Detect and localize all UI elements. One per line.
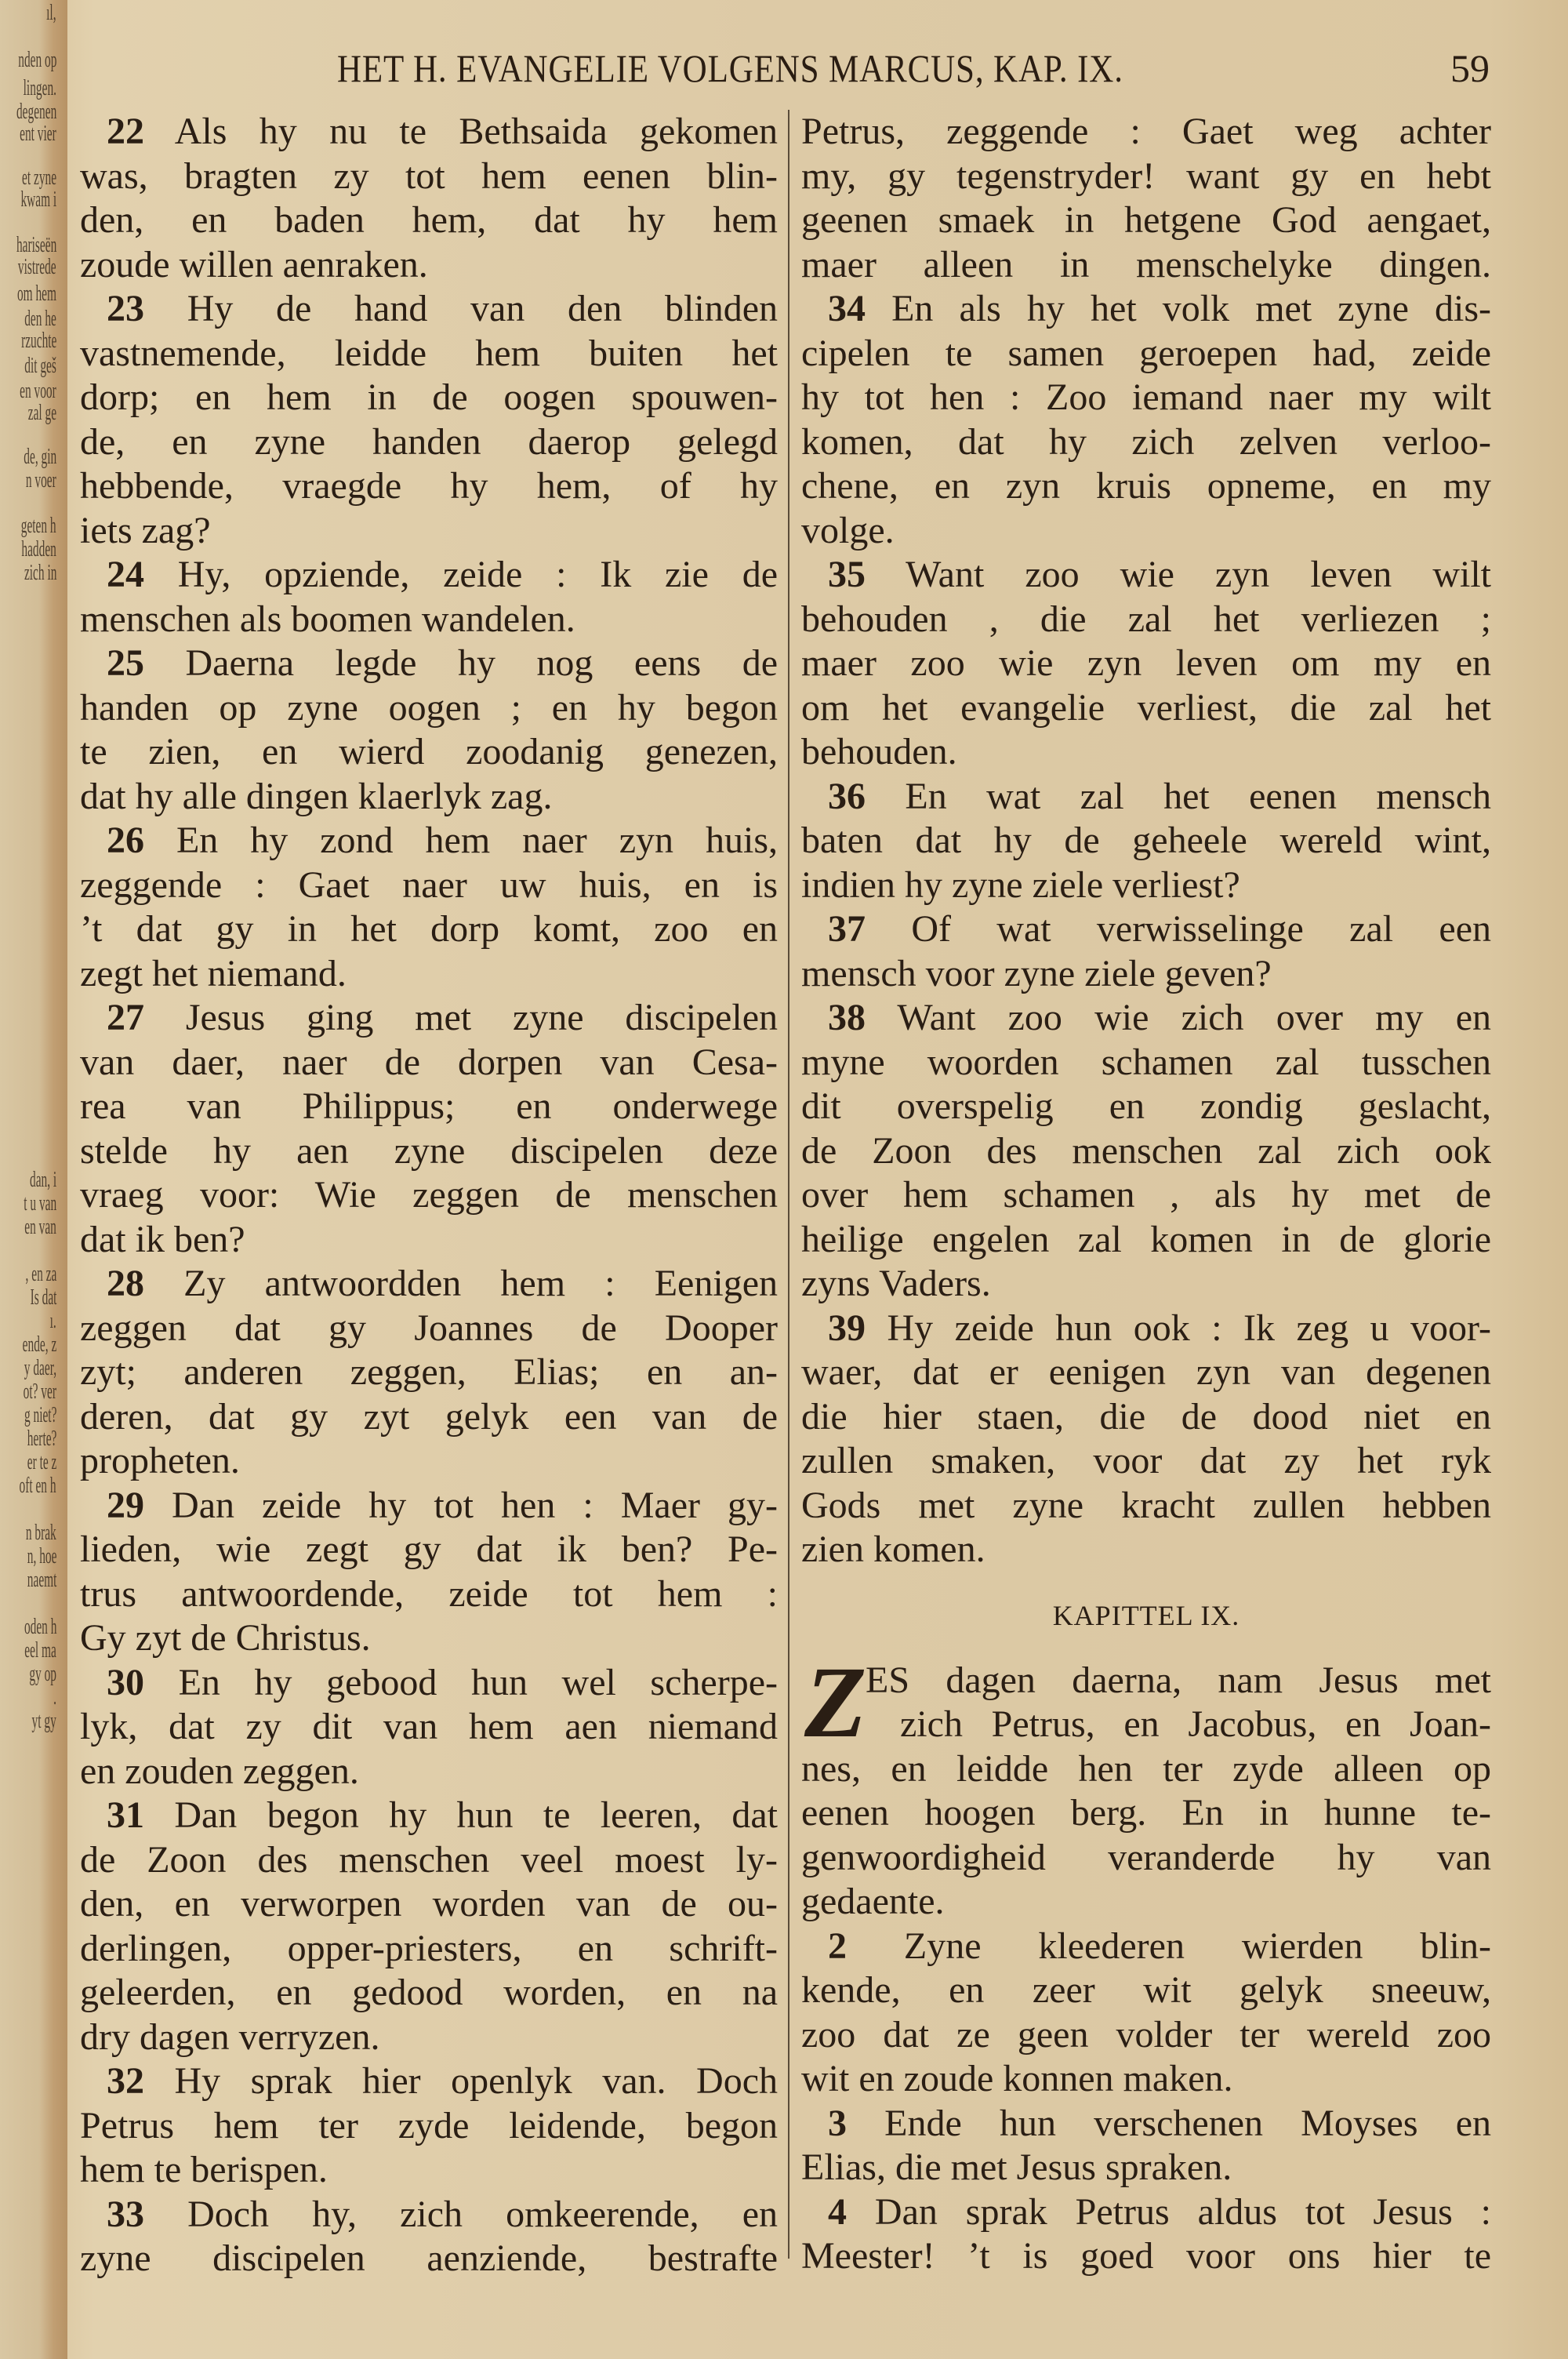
- line-text: vraeg voor: Wie zeggen de menschen: [80, 1174, 778, 1216]
- text-line: [80, 332, 778, 376]
- line-text: lieden, wie zegt gy dat ik ben? Pe-: [80, 1528, 778, 1570]
- facing-page-fragment: er te z: [27, 1450, 56, 1474]
- facing-page-fragment: hariseën: [16, 233, 56, 257]
- text-line: [80, 1572, 778, 1617]
- line-text: en zouden zeggen.: [80, 1750, 359, 1792]
- verse-start-line: [80, 553, 778, 598]
- page-number: 59: [1450, 46, 1490, 90]
- facing-page-fragment: zal ge: [27, 401, 56, 425]
- facing-page-fragment: n, hoe: [27, 1544, 56, 1568]
- verse-start-line: [80, 819, 778, 863]
- line-text: lyk, dat zy dit van hem aen niemand: [80, 1706, 778, 1747]
- line-text: behouden , die zal het verliezen ;: [801, 598, 1491, 640]
- text-line: [80, 1395, 778, 1440]
- text-line: [801, 1968, 1491, 2013]
- line-text: Dan zeide hy tot hen : Maer gy-: [144, 1484, 778, 1526]
- text-line: [80, 1750, 778, 1794]
- line-text: hem te berispen.: [80, 2149, 328, 2190]
- verse-start-line: [80, 1484, 778, 1528]
- text-line: [801, 1173, 1491, 1218]
- verse-number: 29: [107, 1484, 144, 1526]
- line-text: zyne discipelen aenziende, bestrafte: [80, 2237, 778, 2279]
- text-line: [801, 2234, 1491, 2279]
- line-text: behouden.: [801, 731, 957, 772]
- text-line: [801, 2013, 1491, 2058]
- facing-page-fragment: yt gy: [31, 1709, 56, 1733]
- verse-start-line: [80, 2193, 778, 2237]
- text-line: [801, 598, 1491, 642]
- facing-page-fragment: et zyne: [21, 165, 56, 190]
- line-text: cipelen te samen geroepen had, zeide: [801, 332, 1491, 374]
- verse-start-line: [801, 1307, 1491, 1351]
- running-title: HET H. EVANGELIE VOLGENS MARCUS, KAP. IX.: [337, 46, 1123, 90]
- facing-page-fragment: hadden: [21, 537, 56, 562]
- text-line: [80, 1129, 778, 1174]
- verse-start-line: [80, 287, 778, 332]
- verse-number: 24: [107, 554, 144, 595]
- line-text: iets zag?: [80, 509, 211, 551]
- facing-page-fragment: degenen: [16, 100, 56, 124]
- verse-number: 33: [107, 2193, 144, 2235]
- line-text: propheten.: [80, 1440, 240, 1481]
- right-column: [801, 110, 1491, 2279]
- line-text: Dan begon hy hun te leeren, dat: [144, 1794, 778, 1836]
- verse-start-line: [80, 110, 778, 154]
- line-text: Zy antwoordden hem : Eenigen: [144, 1263, 778, 1304]
- line-text: Want zoo wie zich over my en: [866, 997, 1491, 1038]
- line-text: Daerna legde hy nog eens de: [144, 642, 778, 684]
- line-text: indien hy zyne ziele verliest?: [801, 863, 1240, 906]
- verse-number: 36: [828, 775, 866, 817]
- line-text: zeggende : Gaet naer uw huis, en is: [80, 863, 778, 906]
- line-text: waer, dat er eenigen zyn van degenen: [801, 1351, 1491, 1393]
- line-text: was, bragten zy tot hem eenen blin-: [80, 154, 778, 197]
- line-text: trus antwoordende, zeide tot hem :: [80, 1572, 778, 1615]
- text-line: [80, 1085, 778, 1129]
- facing-page-fragment: oden h: [24, 1615, 56, 1639]
- line-text: hy tot hen : Zoo iemand naer my wilt: [801, 376, 1491, 418]
- text-line: [80, 2237, 778, 2281]
- line-text: hebbende, vraegde hy hem, of hy: [80, 465, 778, 507]
- line-text: wit en zoude konnen maken.: [801, 2058, 1233, 2099]
- facing-page-fragment: en van: [24, 1215, 56, 1239]
- text-line: [80, 863, 778, 908]
- text-line: [801, 686, 1491, 731]
- line-text: komen, dat hy zich zelven verloo-: [801, 420, 1491, 463]
- facing-page-fragment: geten h: [21, 514, 56, 538]
- facing-page-fragment: ent vier: [20, 122, 56, 146]
- verse-number: 3: [828, 2102, 847, 2144]
- text-line: [801, 1791, 1491, 1836]
- text-line: [801, 1395, 1491, 1440]
- line-text: Of wat verwisselinge zal een: [866, 908, 1491, 950]
- facing-page-fragment: vistrede: [18, 255, 56, 279]
- line-text: over hem schamen , als hy met de: [801, 1174, 1491, 1216]
- line-text: Ende hun verschenen Moyses en: [847, 2102, 1491, 2144]
- text-line: [801, 1262, 1491, 1307]
- page-header: [78, 45, 1490, 100]
- verse-number: 35: [828, 554, 866, 595]
- text-line: [801, 1703, 1491, 1747]
- line-text: genwoordigheid veranderde hy van: [801, 1836, 1491, 1878]
- line-text: Zyne kleederen wierden blin-: [847, 1925, 1491, 1967]
- line-text: geleerden, en gedood worden, en na: [80, 1972, 778, 2013]
- line-text: Elias, die met Jesus spraken.: [801, 2146, 1232, 2188]
- facing-page-fragment: .: [53, 1685, 56, 1710]
- facing-page-fragment: naemt: [27, 1568, 56, 1592]
- column-divider: [788, 110, 789, 2259]
- text-line: [801, 1041, 1491, 1085]
- text-line: [80, 1616, 778, 1661]
- text-line: [801, 154, 1491, 199]
- text-line: [801, 376, 1491, 420]
- line-text: Gy zyt de Christus.: [80, 1617, 371, 1659]
- line-text: dry dagen verryzen.: [80, 2016, 380, 2058]
- verse-number: 25: [107, 642, 144, 684]
- verse-start-line: [80, 642, 778, 686]
- text-line: [801, 1836, 1491, 1881]
- line-text: dat ik ben?: [80, 1218, 245, 1260]
- facing-page-fragment: n voer: [26, 468, 56, 493]
- facing-page-fragment: ot? ver: [23, 1379, 56, 1404]
- line-text: derlingen, opper-priesters, en schrift-: [80, 1927, 778, 1969]
- text-line: [801, 1350, 1491, 1395]
- line-text: de, en zyne handen daerop gelegd: [80, 420, 778, 463]
- line-text: ES dagen daerna, nam Jesus met: [866, 1659, 1491, 1701]
- facing-page-fragment: dit geš: [24, 354, 56, 378]
- line-text: dorp; en hem in de oogen spouwen-: [80, 376, 778, 418]
- line-text: van daer, naer de dorpen van Cesa-: [80, 1041, 778, 1083]
- facing-page-fragment: Is dat: [30, 1285, 56, 1310]
- text-line: [801, 1218, 1491, 1263]
- line-text: kende, en zeer wit gelyk sneeuw,: [801, 1969, 1491, 2011]
- line-text: geenen smaek in hetgene God aengaet,: [801, 199, 1491, 241]
- line-text: En hy gebood hun wel scherpe-: [144, 1661, 778, 1703]
- line-text: maer alleen in menschelyke dingen.: [801, 243, 1491, 285]
- text-line: [801, 819, 1491, 863]
- text-line: [801, 952, 1491, 997]
- line-text: vastnemende, leidde hem buiten het: [80, 332, 778, 374]
- line-text: te zien, en wierd zoodanig genezen,: [80, 731, 778, 772]
- text-line: [801, 1659, 1491, 1703]
- line-text: zeggen dat gy Joannes de Dooper: [80, 1307, 778, 1349]
- facing-page-fragment: , en za: [25, 1262, 56, 1286]
- line-text: dat hy alle dingen klaerlyk zag.: [80, 775, 553, 817]
- line-text: volge.: [801, 509, 895, 551]
- line-text: zyns Vaders.: [801, 1263, 991, 1304]
- line-text: dit overspelig en zondig geslacht,: [801, 1085, 1491, 1127]
- line-text: de Zoon des menschen veel moest ly-: [80, 1838, 778, 1881]
- facing-page-fragment: g niet?: [24, 1403, 56, 1427]
- line-text: Want zoo wie zyn leven wilt: [866, 554, 1491, 595]
- facing-page-fragment: ı.: [49, 1309, 56, 1333]
- text-line: [801, 198, 1491, 243]
- verse-number: 38: [828, 997, 866, 1038]
- drop-cap: Z: [804, 1645, 867, 1759]
- text-line: [80, 2104, 778, 2149]
- line-text: zoude willen aenraken.: [80, 243, 428, 285]
- text-line: [80, 1350, 778, 1395]
- facing-page-fragment: en voor: [20, 379, 56, 403]
- verse-start-line: [80, 2059, 778, 2104]
- text-line: [80, 420, 778, 465]
- facing-page-fragment: lingen.: [23, 76, 56, 100]
- line-text: zoo dat ze geen volder ter wereld zoo: [801, 2013, 1491, 2055]
- line-text: Jesus ging met zyne discipelen: [144, 997, 778, 1038]
- line-text: om het evangelie verliest, die zal het: [801, 686, 1491, 729]
- text-line: [80, 1927, 778, 1972]
- line-text: zien komen.: [801, 1528, 985, 1570]
- text-line: [80, 1218, 778, 1263]
- line-text: deren, dat gy zyt gelyk een van de: [80, 1395, 778, 1438]
- chapter-opening: [801, 1645, 1491, 2279]
- text-line: [80, 509, 778, 554]
- verse-number: 27: [107, 997, 144, 1038]
- text-line: [801, 642, 1491, 686]
- line-text: zyt; anderen zeggen, Elias; en an-: [80, 1351, 778, 1393]
- line-text: mensch voor zyne ziele geven?: [801, 952, 1272, 994]
- verse-number: 30: [107, 1661, 144, 1703]
- line-text: Hy zeide hun ook : Ik zeg u voor-: [866, 1307, 1491, 1349]
- line-text: Hy sprak hier openlyk van. Doch: [144, 2060, 778, 2102]
- facing-page-fragment: herte?: [27, 1427, 56, 1451]
- text-line: [80, 1882, 778, 1927]
- verse-start-line: [80, 996, 778, 1041]
- facing-page-fragment: eel ma: [24, 1638, 56, 1663]
- verse-start-line: [801, 907, 1491, 952]
- facing-page-fragment: nden op: [17, 48, 56, 72]
- verse-number: 28: [107, 1263, 144, 1304]
- facing-page-fragment: rzuchte: [20, 329, 56, 353]
- facing-page-fragment: t u van: [24, 1191, 56, 1216]
- text-line: [801, 509, 1491, 554]
- text-line: [801, 332, 1491, 376]
- text-line: [801, 2146, 1491, 2190]
- text-line: [801, 2057, 1491, 2102]
- verse-start-line: [801, 996, 1491, 1041]
- verse-number: 22: [107, 111, 144, 152]
- line-text: En hy zond hem naer zyn huis,: [144, 820, 778, 861]
- facing-page-fragment: ıl,: [46, 1, 56, 25]
- verse-start-line: [80, 1262, 778, 1307]
- line-text: eenen hoogen berg. En in hunne te-: [801, 1792, 1491, 1834]
- text-line: [801, 863, 1491, 908]
- left-column: [80, 110, 778, 2281]
- line-text: Petrus hem ter zyde leidende, begon: [80, 2104, 778, 2146]
- text-line: [80, 1971, 778, 2016]
- verse-number: 4: [828, 2190, 847, 2233]
- facing-page-fragment: oft en h: [19, 1474, 56, 1498]
- facing-page-fragment: dan, i: [29, 1168, 56, 1192]
- facing-page-fragment: om hem: [16, 282, 56, 306]
- verse-start-line: [801, 553, 1491, 598]
- line-text: den, en verworpen worden van de ou-: [80, 1883, 778, 1925]
- facing-page-fragment: zich in: [24, 561, 56, 585]
- line-text: zich Petrus, en Jacobus, en Joan-: [900, 1703, 1491, 1745]
- text-line: [80, 1307, 778, 1351]
- text-line: [801, 1880, 1491, 1925]
- text-line: [801, 1085, 1491, 1129]
- line-text: die hier staen, die de dood niet en: [801, 1395, 1491, 1438]
- facing-page-fragment: ende, z: [22, 1332, 56, 1357]
- line-text: En als hy het volk met zyne dis-: [866, 288, 1491, 329]
- text-line: [80, 154, 778, 199]
- line-text: Doch hy, zich omkeerende, en: [144, 2193, 778, 2235]
- text-line: [80, 1838, 778, 1883]
- text-line: [80, 1528, 778, 1572]
- line-text: chene, en zyn kruis opneme, en my: [801, 465, 1491, 507]
- line-text: Gods met zyne kracht zullen hebben: [801, 1484, 1491, 1526]
- line-text: maer zoo wie zyn leven om my en: [801, 642, 1491, 684]
- line-text: baten dat hy de geheele wereld wint,: [801, 820, 1491, 861]
- text-line: [801, 1484, 1491, 1528]
- text-line: [801, 243, 1491, 288]
- line-text: ’t dat gy in het dorp komt, zoo en: [80, 908, 778, 950]
- facing-page-fragment: gy op: [29, 1662, 56, 1686]
- verse-number: 23: [107, 288, 144, 329]
- line-text: nes, en leidde hen ter zyde alleen op: [801, 1747, 1491, 1790]
- text-line: [801, 110, 1491, 154]
- text-line: [80, 1705, 778, 1750]
- verse-number: 37: [828, 908, 866, 950]
- text-line: [80, 686, 778, 731]
- line-text: En wat zal het eenen mensch: [866, 775, 1491, 817]
- chapter-verses: [801, 1645, 1491, 2279]
- line-text: my, gy tegenstryder! want gy en hebt: [801, 154, 1491, 197]
- text-line: [80, 1173, 778, 1218]
- verse-number: 39: [828, 1307, 866, 1349]
- line-text: myne woorden schamen zal tusschen: [801, 1041, 1491, 1083]
- line-text: Hy de hand van den blinden: [144, 288, 778, 329]
- right-column-verses: [801, 110, 1491, 1572]
- verse-number: 31: [107, 1794, 144, 1836]
- line-text: de Zoon des menschen zal zich ook: [801, 1129, 1491, 1172]
- facing-page-fragment: de, gin: [24, 445, 56, 469]
- text-line: [80, 464, 778, 509]
- line-text: rea van Philippus; en onderwege: [80, 1085, 778, 1127]
- verse-start-line: [801, 2102, 1491, 2146]
- text-line: [801, 730, 1491, 775]
- line-text: handen op zyne oogen ; en hy begon: [80, 686, 778, 729]
- text-line: [80, 598, 778, 642]
- text-line: [80, 907, 778, 952]
- verse-start-line: [801, 287, 1491, 332]
- line-text: menschen als boomen wandelen.: [80, 598, 575, 640]
- line-text: stelde hy aen zyne discipelen deze: [80, 1129, 778, 1172]
- line-text: heilige engelen zal komen in de glorie: [801, 1218, 1491, 1260]
- facing-page-fragment: den he: [24, 307, 56, 331]
- text-line: [801, 1528, 1491, 1572]
- line-text: den, en baden hem, dat hy hem: [80, 199, 778, 241]
- chapter-heading: KAPITTEL IX.: [1052, 1599, 1240, 1631]
- text-line: [80, 775, 778, 820]
- verse-start-line: [801, 1925, 1491, 1969]
- text-line: [80, 198, 778, 243]
- text-line: [801, 420, 1491, 465]
- verse-start-line: [80, 1794, 778, 1838]
- line-text: Als hy nu te Bethsaida gekomen: [144, 111, 778, 152]
- text-line: [80, 2148, 778, 2193]
- verse-start-line: [801, 775, 1491, 820]
- text-line: [80, 243, 778, 288]
- verse-number: 34: [828, 288, 866, 329]
- line-text: gedaente.: [801, 1881, 945, 1922]
- facing-page-fragment: n brak: [26, 1521, 56, 1545]
- text-line: [80, 1439, 778, 1484]
- text-line: [80, 376, 778, 420]
- text-line: [80, 2016, 778, 2060]
- line-text: Petrus, zeggende : Gaet weg achter: [801, 111, 1491, 152]
- facing-page-fragment: kwam i: [20, 187, 56, 212]
- verse-number: 26: [107, 820, 144, 861]
- text-line: [801, 1747, 1491, 1792]
- verse-number: 2: [828, 1925, 847, 1967]
- line-text: Meester! ’t is goed voor ons hier te: [801, 2235, 1491, 2277]
- text-line: [80, 730, 778, 775]
- verse-start-line: [80, 1661, 778, 1706]
- text-line: [801, 1129, 1491, 1174]
- facing-page-edge: [0, 0, 67, 2359]
- line-text: Hy, opziende, zeide : Ik zie de: [144, 554, 778, 595]
- line-text: Dan sprak Petrus aldus tot Jesus :: [847, 2190, 1491, 2233]
- text-line: [80, 1041, 778, 1085]
- line-text: zegt het niemand.: [80, 952, 347, 994]
- text-line: [801, 464, 1491, 509]
- facing-page-fragment: y daer,: [24, 1356, 56, 1380]
- text-line: [801, 1439, 1491, 1484]
- verse-start-line: [801, 2190, 1491, 2235]
- line-text: zullen smaken, voor dat zy het ryk: [801, 1440, 1491, 1481]
- text-line: [80, 952, 778, 997]
- verse-number: 32: [107, 2060, 144, 2102]
